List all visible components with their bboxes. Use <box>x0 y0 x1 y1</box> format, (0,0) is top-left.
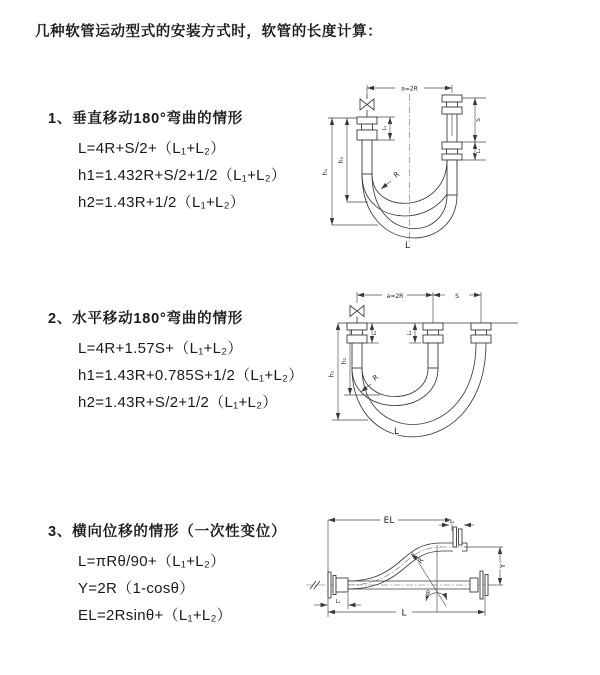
dim-label-s: S <box>475 118 482 122</box>
dim-label-s: S <box>455 292 459 300</box>
section-2 <box>48 307 304 416</box>
radius-label: R <box>371 373 381 383</box>
formula-h2: h2=1.43R+1/2（L₁+L₂） <box>78 194 246 211</box>
d3-geometry <box>411 545 447 612</box>
d3-dimensions <box>314 516 507 619</box>
valve-icon <box>350 306 364 317</box>
section-2-heading: 2、水平移动180°弯曲的情形 <box>48 311 244 327</box>
dim-label-y: Y <box>499 563 507 569</box>
section-3 <box>48 520 286 629</box>
d2-pipes <box>347 306 491 369</box>
d1-callouts <box>381 170 410 251</box>
formula-length: L=πRθ/90+（L₁+L₂） <box>78 553 226 570</box>
valve-icon <box>360 99 374 110</box>
section-1 <box>48 107 286 216</box>
diagram-horizontal-bend <box>310 280 600 438</box>
formula-length: L=4R+S/2+（L₁+L₂） <box>78 140 226 157</box>
dim-label-l1: L₁ <box>335 599 341 605</box>
formula-y: Y=2R（1-cosθ） <box>78 580 195 597</box>
dim-label-l2: L₂ <box>449 519 455 525</box>
formula-length: L=4R+1.57S+（L₁+L₂） <box>78 340 243 357</box>
section-3-formulas <box>78 548 286 629</box>
radius-label: R <box>416 556 426 566</box>
dim-label-h2: h₂ <box>341 357 348 365</box>
dim-label-a2r: a=2R <box>386 292 404 300</box>
dim-label-h2: h₂ <box>338 156 345 164</box>
dim-label-l2: L₂ <box>407 330 413 336</box>
section-1-formulas <box>78 135 286 216</box>
section-1-heading: 1、垂直移动180°弯曲的情形 <box>48 111 244 127</box>
radius-label: R <box>392 170 402 180</box>
dim-label-h1: h₁ <box>328 370 336 378</box>
dim-label-h1: h₁ <box>322 168 329 176</box>
formula-h1: h1=1.43R+0.785S+1/2（L₁+L₂） <box>78 367 304 384</box>
length-label: L <box>394 427 400 437</box>
angle-label: θ <box>426 590 430 597</box>
page-title: 几种软管运动型式的安装方式时，软管的长度计算： <box>35 24 383 40</box>
dim-label-l2: L₂ <box>476 148 482 154</box>
braided-hose <box>447 160 457 195</box>
length-label: L <box>405 241 411 251</box>
formula-el: EL=2Rsinθ+（L₁+L₂） <box>78 607 232 624</box>
dim-label-el: EL <box>383 516 395 526</box>
diagram-lateral-displacement <box>300 500 600 645</box>
dim-label-l: L <box>401 608 407 619</box>
braided-hose <box>352 343 362 368</box>
formula-h1: h1=1.432R+S/2+1/2（L₁+L₂） <box>78 167 287 184</box>
dim-label-l1: L₁ <box>372 330 378 336</box>
diagram-vertical-bend <box>310 72 600 252</box>
section-3-heading: 3、横向位移的情形（一次性变位） <box>48 524 287 540</box>
section-2-formulas <box>78 335 304 416</box>
braided-hose <box>428 343 438 368</box>
formula-h2: h2=1.43R+S/2+1/2（L₁+L₂） <box>78 394 278 411</box>
braided-hose <box>362 140 372 174</box>
d2-hose-arcs <box>352 343 486 437</box>
d3-flanges <box>328 527 488 599</box>
dim-label-l1: L₁ <box>382 125 388 131</box>
d3-hose <box>348 543 470 589</box>
dim-label-a2r: a=2R <box>401 85 418 93</box>
